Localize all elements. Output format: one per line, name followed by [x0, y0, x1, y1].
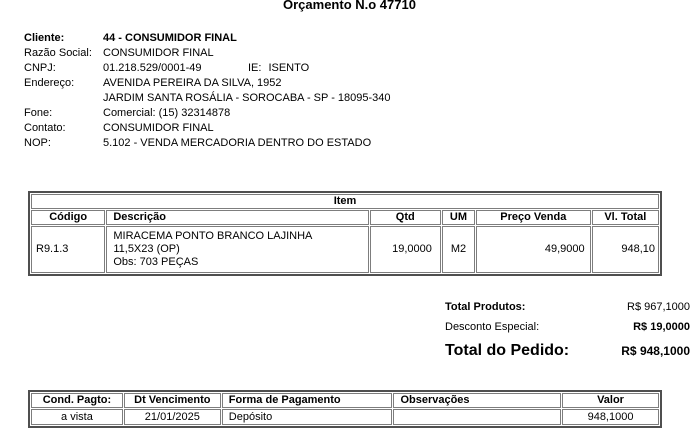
client-label: CNPJ:	[24, 62, 56, 74]
total-pedido-row	[445, 342, 690, 360]
total-pedido-label: Total do Pedido:	[445, 342, 570, 359]
payment-dt-vencimento: 21/01/2025	[124, 409, 221, 425]
column-header-preco-venda: Preço Venda	[476, 210, 591, 225]
desconto-especial-label: Desconto Especial:	[445, 321, 540, 333]
ie-label: IE:	[248, 62, 262, 74]
totals-block	[445, 301, 690, 360]
client-label: Fone:	[24, 107, 53, 119]
total-produtos-row	[445, 301, 690, 321]
total-produtos-label: Total Produtos:	[445, 301, 526, 313]
client-label: Endereço:	[24, 77, 75, 89]
client-label: Razão Social:	[24, 47, 92, 59]
client-value: CONSUMIDOR FINAL	[103, 47, 214, 59]
item-descricao	[106, 226, 368, 273]
client-label: NOP:	[24, 137, 51, 149]
item-codigo: R9.1.3	[31, 226, 105, 273]
column-header-um: UM	[442, 210, 475, 225]
client-row-contato	[24, 121, 391, 136]
desconto-especial-value: R$ 19,0000	[633, 321, 690, 333]
column-header-dt-vencimento: Dt Vencimento	[124, 393, 221, 408]
client-value: 44 - CONSUMIDOR FINAL	[103, 32, 237, 44]
ie-value: ISENTO	[268, 62, 310, 74]
item-um: M2	[442, 226, 475, 273]
client-row-cliente	[24, 31, 391, 46]
payment-table	[28, 390, 662, 428]
document-title: Orçamento N.o 47710	[283, 0, 416, 12]
payment-forma-pagamento: Depósito	[222, 409, 393, 425]
item-qtd: 19,0000	[370, 226, 441, 273]
column-header-qtd: Qtd	[370, 210, 441, 225]
client-row-fone	[24, 106, 391, 121]
payment-row	[31, 409, 659, 425]
client-row-razao-social	[24, 46, 391, 61]
item-row	[31, 226, 659, 273]
total-pedido-value: R$ 948,1000	[621, 344, 690, 358]
address-line-2: JARDIM SANTA ROSÁLIA - SOROCABA - SP - 18095-340	[103, 92, 391, 104]
client-value: 5.102 - VENDA MERCADORIA DENTRO DO ESTADO	[103, 137, 372, 149]
column-header-descricao: Descrição	[106, 210, 368, 225]
item-preco-venda: 49,9000	[476, 226, 591, 273]
desconto-especial-row	[445, 321, 690, 341]
client-row-nop	[24, 136, 391, 151]
item-descricao-line-1: MIRACEMA PONTO BRANCO LAJINHA	[113, 230, 313, 242]
client-value: CONSUMIDOR FINAL	[103, 122, 214, 134]
payment-table-header-row	[31, 393, 659, 408]
column-header-forma-pagamento: Forma de Pagamento	[222, 393, 393, 408]
client-value: Comercial: (15) 32314878	[103, 107, 231, 119]
column-header-codigo: Código	[31, 210, 105, 225]
payment-valor: 948,1000	[562, 409, 659, 425]
client-row-endereco	[24, 76, 391, 106]
client-value	[103, 76, 391, 106]
column-header-cond-pagto: Cond. Pagto:	[31, 393, 123, 408]
client-info-block	[24, 31, 391, 151]
column-header-vl-total: Vl. Total	[592, 210, 659, 225]
client-label: Contato:	[24, 122, 66, 134]
item-table	[28, 191, 662, 276]
client-row-cnpj	[24, 61, 391, 76]
total-produtos-value: R$ 967,1000	[627, 301, 690, 313]
column-header-observacoes: Observações	[393, 393, 561, 408]
item-descricao-line-2: 11,5X23 (OP)	[113, 243, 180, 255]
client-label: Cliente:	[24, 32, 65, 44]
column-header-valor: Valor	[562, 393, 659, 408]
payment-cond-pagto: a vista	[31, 409, 123, 425]
cnpj-number: 01.218.529/0001-49	[103, 62, 202, 74]
item-descricao-line-3: Obs: 703 PEÇAS	[113, 256, 199, 268]
item-table-section-row	[31, 194, 659, 209]
client-value	[103, 61, 309, 76]
item-table-section-title: Item	[31, 194, 659, 209]
address-line-1: AVENIDA PEREIRA DA SILVA, 1952	[103, 77, 282, 89]
item-table-header-row	[31, 210, 659, 225]
item-vl-total: 948,10	[592, 226, 659, 273]
payment-observacoes	[393, 409, 561, 425]
